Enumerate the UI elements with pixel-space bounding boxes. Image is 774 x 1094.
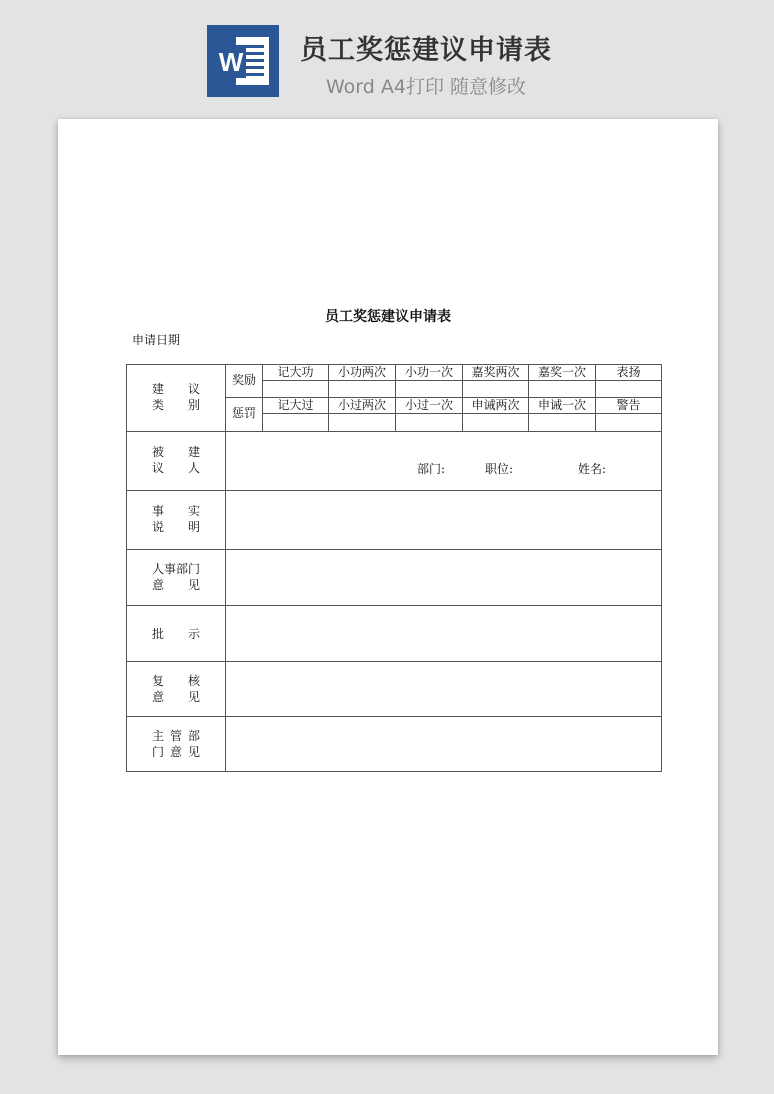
reward-option: 嘉奖一次 xyxy=(537,365,586,379)
application-form-table xyxy=(126,364,662,772)
punish-label: 惩罚 xyxy=(231,406,256,420)
row-label-char: 意 xyxy=(152,690,165,704)
row-label-char: 核 xyxy=(188,674,201,688)
row-label-char: 议 xyxy=(152,461,165,475)
header xyxy=(0,0,774,110)
document-page xyxy=(58,119,718,1055)
reward-option: 嘉奖两次 xyxy=(471,365,520,379)
type-label-char: 类 xyxy=(152,398,165,412)
punish-option: 申诫一次 xyxy=(537,398,586,412)
document-title: 员工奖惩建议申请表 xyxy=(325,309,451,325)
row-label-char: 部 xyxy=(188,729,201,743)
department-field-label: 部门: xyxy=(417,462,446,476)
page-title: 员工奖惩建议申请表 xyxy=(300,35,552,66)
row-label-char: 明 xyxy=(188,520,201,534)
row-label-char: 被 xyxy=(152,445,165,459)
punish-option: 申诫两次 xyxy=(471,398,520,412)
apply-date-label: 申请日期 xyxy=(132,333,181,347)
watermark xyxy=(101,449,121,473)
position-field-label: 职位: xyxy=(485,462,514,476)
row-label-char: 见 xyxy=(188,745,201,759)
page-subtitle: Word A4打印 随意修改 xyxy=(326,76,527,98)
reward-option: 表扬 xyxy=(616,365,641,379)
reward-option: 小功一次 xyxy=(404,365,453,379)
svg-text:W: W xyxy=(218,47,244,77)
row-label-char: 复 xyxy=(152,674,165,688)
row-label-char: 人 xyxy=(188,461,201,475)
row-label-char: 管 xyxy=(170,729,183,743)
punish-option: 小过一次 xyxy=(404,398,453,412)
punish-option: 记大过 xyxy=(277,398,314,412)
row-label-char: 说 xyxy=(152,520,165,534)
type-label-char: 别 xyxy=(188,398,201,412)
punish-option: 警告 xyxy=(616,398,641,412)
reward-option: 小功两次 xyxy=(337,365,386,379)
word-icon xyxy=(207,25,279,97)
reward-option: 记大功 xyxy=(277,365,314,379)
row-label-char: 事 xyxy=(152,504,165,518)
type-label-char: 议 xyxy=(188,382,201,396)
row-label-char: 批 xyxy=(152,627,165,641)
type-label-char: 建 xyxy=(152,382,165,396)
name-field-label: 姓名: xyxy=(578,462,607,476)
row-label-char: 意 xyxy=(170,745,183,759)
row-label-char: 意 xyxy=(152,578,165,592)
row-label-char: 门 xyxy=(152,745,165,759)
row-label-char: 实 xyxy=(188,504,201,518)
row-label-char: 主 xyxy=(152,729,165,743)
row-label-char: 建 xyxy=(188,445,201,459)
row-label-char: 人事部门 xyxy=(152,562,201,576)
row-label-char: 见 xyxy=(188,578,201,592)
row-label-char: 示 xyxy=(188,627,201,641)
reward-label: 奖励 xyxy=(231,373,256,387)
punish-option: 小过两次 xyxy=(337,398,386,412)
row-label-char: 见 xyxy=(188,690,201,704)
